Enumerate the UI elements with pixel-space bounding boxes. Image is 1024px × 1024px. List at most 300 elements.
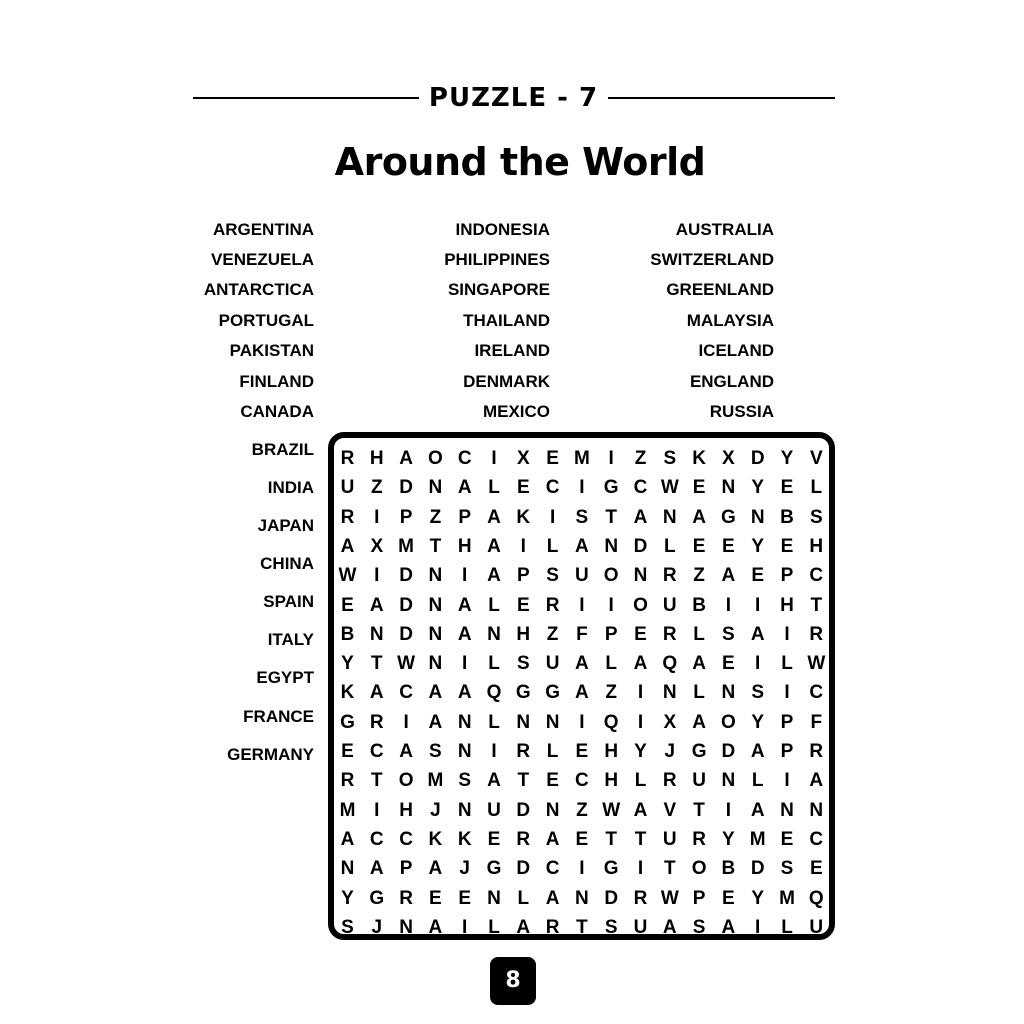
grid-letter[interactable]: U: [487, 799, 501, 821]
grid-letter[interactable]: Y: [634, 741, 647, 762]
grid-letter[interactable]: Y: [751, 535, 765, 557]
grid-letter[interactable]: R: [516, 828, 531, 850]
grid-letter[interactable]: A: [575, 653, 589, 675]
grid-letter[interactable]: R: [340, 770, 355, 792]
grid-letter[interactable]: I: [579, 711, 585, 733]
grid-letter[interactable]: U: [340, 477, 355, 499]
grid-letter[interactable]: I: [374, 506, 380, 528]
grid-letter[interactable]: L: [781, 916, 793, 938]
grid-letter[interactable]: I: [725, 799, 732, 821]
grid-letter[interactable]: Z: [429, 506, 442, 528]
grid-letter[interactable]: N: [457, 799, 472, 821]
grid-letter[interactable]: R: [516, 741, 531, 762]
grid-letter[interactable]: N: [340, 858, 355, 880]
grid-letter[interactable]: T: [693, 799, 705, 821]
grid-letter[interactable]: Z: [370, 477, 383, 499]
grid-letter[interactable]: N: [721, 477, 736, 499]
grid-letter[interactable]: A: [369, 682, 384, 704]
grid-letter[interactable]: L: [488, 711, 500, 733]
grid-letter[interactable]: L: [634, 770, 647, 792]
grid-letter[interactable]: L: [693, 682, 705, 704]
grid-letter[interactable]: G: [603, 858, 619, 880]
grid-letter[interactable]: R: [809, 623, 824, 645]
grid-letter[interactable]: A: [428, 858, 443, 880]
grid-letter[interactable]: Z: [605, 682, 617, 704]
grid-letter[interactable]: W: [660, 887, 679, 909]
grid-letter[interactable]: Z: [634, 448, 647, 469]
grid-letter[interactable]: X: [516, 448, 530, 469]
grid-letter[interactable]: T: [810, 594, 823, 616]
grid-letter[interactable]: N: [457, 741, 472, 762]
grid-letter[interactable]: C: [575, 770, 589, 792]
grid-letter[interactable]: T: [370, 653, 383, 675]
grid-letter[interactable]: I: [579, 858, 585, 880]
grid-letter[interactable]: Q: [486, 682, 502, 704]
grid-letter[interactable]: Z: [576, 799, 588, 821]
grid-letter[interactable]: E: [341, 594, 354, 616]
grid-letter[interactable]: R: [809, 741, 824, 762]
grid-letter[interactable]: B: [692, 594, 706, 616]
grid-letter[interactable]: N: [428, 477, 443, 499]
grid-letter[interactable]: A: [809, 770, 824, 792]
grid-letter[interactable]: W: [660, 477, 679, 499]
grid-letter[interactable]: D: [604, 887, 619, 909]
grid-letter[interactable]: V: [809, 448, 823, 469]
grid-letter[interactable]: S: [458, 770, 472, 792]
grid-letter[interactable]: A: [545, 828, 560, 850]
grid-letter[interactable]: A: [457, 682, 472, 704]
grid-letter[interactable]: T: [634, 828, 647, 850]
grid-letter[interactable]: T: [576, 916, 588, 938]
grid-letter[interactable]: P: [604, 623, 618, 645]
grid-letter[interactable]: I: [549, 506, 556, 528]
grid-letter[interactable]: A: [750, 741, 765, 762]
grid-letter[interactable]: H: [809, 535, 824, 557]
grid-letter[interactable]: C: [809, 565, 824, 587]
grid-row: [333, 532, 831, 561]
grid-letter[interactable]: P: [780, 741, 794, 762]
grid-letter[interactable]: D: [721, 741, 736, 762]
grid-letter[interactable]: Y: [341, 653, 354, 675]
grid-letter[interactable]: L: [488, 477, 500, 499]
grid-letter[interactable]: N: [633, 565, 648, 587]
grid-letter[interactable]: H: [399, 799, 413, 821]
grid-letter[interactable]: A: [721, 565, 736, 587]
grid-letter[interactable]: Y: [722, 828, 735, 850]
grid-letter[interactable]: N: [428, 594, 443, 616]
grid-letter[interactable]: M: [427, 770, 444, 792]
grid-letter[interactable]: Z: [546, 623, 559, 645]
grid-letter[interactable]: N: [487, 887, 501, 909]
grid-letter[interactable]: D: [750, 858, 765, 880]
grid-letter[interactable]: E: [546, 770, 559, 792]
grid-letter[interactable]: N: [457, 711, 472, 733]
grid-letter[interactable]: M: [779, 887, 795, 909]
grid-letter[interactable]: J: [430, 799, 441, 821]
grid-letter[interactable]: E: [722, 535, 735, 557]
grid-letter[interactable]: E: [575, 828, 589, 850]
grid-letter[interactable]: I: [491, 741, 497, 762]
grid-letter[interactable]: A: [633, 799, 648, 821]
grid-letter[interactable]: N: [780, 799, 794, 821]
grid-letter[interactable]: N: [428, 653, 443, 675]
grid-letter[interactable]: A: [516, 916, 531, 938]
grid-letter[interactable]: G: [603, 477, 619, 499]
grid-letter[interactable]: C: [545, 858, 560, 880]
grid-letter[interactable]: D: [399, 623, 413, 645]
grid-letter[interactable]: C: [399, 828, 413, 850]
word-list-item: GERMANY: [227, 745, 314, 764]
grid-letter[interactable]: K: [692, 448, 706, 469]
grid-letter[interactable]: N: [487, 623, 501, 645]
grid-letter[interactable]: V: [663, 799, 677, 821]
grid-letter[interactable]: A: [457, 477, 472, 499]
grid-letter[interactable]: H: [604, 741, 619, 762]
grid-letter[interactable]: U: [692, 770, 706, 792]
grid-letter[interactable]: U: [575, 565, 589, 587]
grid-letter[interactable]: G: [545, 682, 560, 704]
grid-letter[interactable]: N: [575, 887, 589, 909]
grid-letter[interactable]: A: [692, 653, 706, 675]
grid-letter[interactable]: A: [428, 916, 443, 938]
grid-letter[interactable]: A: [692, 506, 706, 528]
grid-letter[interactable]: I: [725, 594, 732, 616]
grid-letter[interactable]: X: [663, 711, 677, 733]
grid-letter[interactable]: H: [457, 535, 472, 557]
grid-letter[interactable]: C: [809, 682, 824, 704]
grid-letter[interactable]: W: [602, 799, 621, 821]
grid-letter[interactable]: Y: [751, 477, 765, 499]
grid-letter[interactable]: M: [339, 799, 356, 821]
grid-letter[interactable]: R: [545, 594, 560, 616]
grid-letter[interactable]: I: [462, 653, 468, 675]
grid-letter[interactable]: Z: [693, 565, 705, 587]
grid-letter[interactable]: S: [516, 653, 530, 675]
grid-letter[interactable]: A: [487, 565, 501, 587]
grid-letter[interactable]: P: [780, 565, 794, 587]
grid-letter[interactable]: N: [721, 682, 736, 704]
grid-letter[interactable]: A: [369, 858, 384, 880]
header-rule-left: [193, 97, 419, 99]
grid-letter[interactable]: A: [692, 711, 706, 733]
grid-letter[interactable]: C: [399, 682, 413, 704]
grid-letter[interactable]: A: [399, 741, 413, 762]
grid-letter[interactable]: M: [398, 535, 414, 557]
grid-letter[interactable]: C: [809, 828, 824, 850]
grid-letter[interactable]: I: [403, 711, 409, 733]
grid-letter[interactable]: U: [662, 828, 677, 850]
grid-letter[interactable]: E: [780, 535, 794, 557]
grid-letter[interactable]: E: [692, 535, 706, 557]
grid-letter[interactable]: S: [692, 916, 706, 938]
grid-letter[interactable]: X: [370, 535, 384, 557]
grid-letter[interactable]: H: [780, 594, 794, 616]
grid-letter[interactable]: E: [429, 887, 442, 909]
grid-letter[interactable]: N: [604, 535, 619, 557]
grid-letter[interactable]: N: [399, 916, 413, 938]
word-list-item: MALAYSIA: [686, 311, 774, 330]
grid-letter[interactable]: P: [780, 711, 794, 733]
grid-letter[interactable]: A: [487, 535, 501, 557]
word-list-item: VENEZUELA: [211, 250, 314, 269]
grid-letter[interactable]: S: [429, 741, 442, 762]
grid-letter[interactable]: S: [722, 623, 735, 645]
grid-letter[interactable]: S: [780, 858, 794, 880]
grid-letter[interactable]: S: [809, 506, 823, 528]
grid-letter[interactable]: I: [579, 477, 585, 499]
grid-letter[interactable]: I: [491, 448, 497, 469]
grid-letter[interactable]: S: [575, 506, 589, 528]
grid-letter[interactable]: R: [662, 565, 677, 587]
grid-letter[interactable]: R: [662, 623, 677, 645]
grid-letter[interactable]: J: [371, 916, 383, 938]
grid-letter[interactable]: R: [662, 770, 677, 792]
grid-letter[interactable]: G: [515, 682, 531, 704]
grid-letter[interactable]: I: [784, 623, 790, 645]
grid-letter[interactable]: A: [340, 828, 355, 850]
grid-letter[interactable]: F: [810, 711, 823, 733]
grid-letter[interactable]: G: [486, 858, 502, 880]
grid-letter[interactable]: U: [545, 653, 560, 675]
grid-letter[interactable]: E: [516, 477, 530, 499]
grid-letter[interactable]: A: [487, 506, 501, 528]
grid-letter[interactable]: E: [487, 828, 501, 850]
grid-letter[interactable]: P: [516, 565, 530, 587]
grid-letter[interactable]: I: [462, 916, 468, 938]
grid-letter[interactable]: G: [369, 887, 385, 909]
grid-letter[interactable]: A: [662, 916, 677, 938]
grid-letter[interactable]: R: [369, 711, 384, 733]
grid-letter[interactable]: O: [603, 565, 619, 587]
grid-letter[interactable]: J: [459, 858, 470, 880]
grid-letter[interactable]: I: [579, 594, 585, 616]
grid-letter[interactable]: R: [692, 828, 706, 850]
grid-letter[interactable]: A: [575, 535, 589, 557]
word-list-item: EGYPT: [256, 668, 314, 687]
grid-letter[interactable]: S: [546, 565, 559, 587]
grid-letter[interactable]: A: [545, 887, 560, 909]
grid-letter[interactable]: N: [545, 711, 560, 733]
grid-letter[interactable]: A: [633, 506, 648, 528]
grid-letter[interactable]: N: [428, 623, 443, 645]
grid-letter[interactable]: D: [750, 448, 765, 469]
grid-letter[interactable]: S: [751, 682, 765, 704]
grid-letter[interactable]: O: [721, 711, 736, 733]
grid-letter[interactable]: Q: [603, 711, 619, 733]
grid-letter[interactable]: N: [750, 506, 765, 528]
grid-letter[interactable]: P: [399, 506, 413, 528]
grid-letter[interactable]: K: [340, 682, 355, 704]
grid-letter[interactable]: L: [546, 535, 559, 557]
grid-letter[interactable]: S: [341, 916, 354, 938]
grid-row: [333, 708, 831, 737]
grid-letter[interactable]: T: [663, 858, 676, 880]
grid-letter[interactable]: B: [780, 506, 794, 528]
grid-letter[interactable]: Y: [751, 711, 765, 733]
grid-letter[interactable]: E: [722, 653, 735, 675]
grid-letter[interactable]: A: [428, 682, 443, 704]
grid-letter[interactable]: D: [399, 477, 413, 499]
grid-letter[interactable]: A: [487, 770, 501, 792]
grid-letter[interactable]: W: [338, 565, 357, 587]
grid-letter[interactable]: D: [399, 594, 413, 616]
grid-letter[interactable]: R: [340, 506, 355, 528]
grid-letter[interactable]: C: [369, 741, 384, 762]
grid-letter[interactable]: K: [516, 506, 531, 528]
grid-letter[interactable]: I: [755, 653, 761, 675]
grid-letter[interactable]: K: [457, 828, 472, 850]
grid-letter[interactable]: C: [369, 828, 384, 850]
grid-letter[interactable]: L: [488, 916, 500, 938]
grid-letter[interactable]: C: [457, 448, 472, 469]
grid-letter[interactable]: D: [633, 535, 648, 557]
grid-letter[interactable]: P: [692, 887, 706, 909]
grid-letter[interactable]: C: [633, 477, 648, 499]
grid-letter[interactable]: I: [637, 682, 644, 704]
grid-letter[interactable]: B: [721, 858, 736, 880]
grid-letter[interactable]: P: [458, 506, 472, 528]
grid-letter[interactable]: U: [809, 916, 824, 938]
grid-letter[interactable]: S: [604, 916, 618, 938]
grid-letter[interactable]: L: [517, 887, 530, 909]
grid-letter[interactable]: E: [634, 623, 647, 645]
grid-letter[interactable]: W: [397, 653, 416, 675]
grid-letter[interactable]: R: [633, 887, 648, 909]
grid-letter[interactable]: I: [784, 770, 790, 792]
grid-letter[interactable]: A: [721, 916, 736, 938]
grid-letter[interactable]: E: [458, 887, 472, 909]
grid-letter[interactable]: E: [809, 858, 823, 880]
grid-letter[interactable]: B: [340, 623, 355, 645]
grid-letter[interactable]: Y: [341, 887, 354, 909]
grid-letter[interactable]: H: [604, 770, 619, 792]
grid-letter[interactable]: I: [374, 799, 380, 821]
grid-letter[interactable]: J: [664, 741, 676, 762]
grid-letter[interactable]: Y: [751, 887, 765, 909]
grid-letter[interactable]: G: [721, 506, 736, 528]
grid-letter[interactable]: L: [810, 477, 823, 499]
grid-letter[interactable]: F: [576, 623, 588, 645]
grid-letter[interactable]: N: [545, 799, 560, 821]
grid-letter[interactable]: D: [399, 565, 413, 587]
grid-letter[interactable]: I: [755, 594, 761, 616]
grid-letter[interactable]: L: [693, 623, 705, 645]
grid-letter[interactable]: L: [546, 741, 559, 762]
grid-letter[interactable]: E: [751, 565, 765, 587]
grid-letter[interactable]: N: [369, 623, 384, 645]
grid-letter[interactable]: A: [575, 682, 589, 704]
grid-letter[interactable]: I: [374, 565, 380, 587]
grid-letter[interactable]: Q: [808, 887, 824, 909]
grid-letter[interactable]: A: [369, 594, 384, 616]
grid-letter[interactable]: L: [488, 594, 500, 616]
grid-letter[interactable]: I: [784, 682, 790, 704]
grid-letter[interactable]: L: [781, 653, 793, 675]
grid-letter[interactable]: L: [751, 770, 764, 792]
grid-letter[interactable]: E: [692, 477, 706, 499]
grid-letter[interactable]: E: [722, 887, 735, 909]
grid-letter[interactable]: A: [750, 623, 765, 645]
grid-row: [333, 854, 831, 883]
grid-letter[interactable]: A: [750, 799, 765, 821]
grid-letter[interactable]: I: [755, 916, 761, 938]
grid-letter[interactable]: E: [516, 594, 530, 616]
grid-letter[interactable]: A: [457, 594, 472, 616]
grid-letter[interactable]: X: [722, 448, 735, 469]
grid-letter[interactable]: I: [637, 711, 644, 733]
grid-letter[interactable]: E: [575, 741, 589, 762]
grid-letter[interactable]: L: [605, 653, 617, 675]
grid-letter[interactable]: A: [633, 653, 648, 675]
grid-letter[interactable]: O: [633, 594, 648, 616]
grid-letter[interactable]: N: [662, 682, 677, 704]
grid-letter[interactable]: D: [516, 858, 531, 880]
grid-letter[interactable]: N: [516, 711, 531, 733]
grid-letter[interactable]: C: [545, 477, 560, 499]
grid-letter[interactable]: S: [663, 448, 677, 469]
grid-letter[interactable]: M: [573, 448, 590, 469]
grid-letter[interactable]: E: [341, 741, 354, 762]
grid-letter[interactable]: G: [691, 741, 707, 762]
grid-letter[interactable]: T: [429, 535, 442, 557]
grid-letter[interactable]: Q: [662, 653, 678, 675]
grid-letter[interactable]: D: [516, 799, 531, 821]
grid-letter[interactable]: R: [399, 887, 413, 909]
grid-letter[interactable]: E: [780, 828, 794, 850]
grid-letter[interactable]: G: [340, 711, 355, 733]
grid-letter[interactable]: T: [370, 770, 383, 792]
grid-letter[interactable]: Y: [780, 448, 794, 469]
word-list-item: AUSTRALIA: [675, 220, 774, 239]
grid-letter[interactable]: I: [608, 448, 614, 469]
grid-letter[interactable]: L: [488, 653, 500, 675]
grid-letter[interactable]: T: [605, 828, 617, 850]
grid-letter[interactable]: H: [369, 448, 384, 469]
grid-letter[interactable]: K: [428, 828, 443, 850]
grid-letter[interactable]: R: [340, 448, 355, 469]
grid-letter[interactable]: R: [545, 916, 560, 938]
grid-letter[interactable]: O: [428, 448, 443, 469]
grid-letter[interactable]: N: [428, 565, 443, 587]
word-list-item: BRAZIL: [251, 440, 314, 459]
grid-letter[interactable]: E: [780, 477, 794, 499]
grid-letter[interactable]: A: [399, 448, 413, 469]
grid-letter[interactable]: M: [749, 828, 766, 850]
grid-letter[interactable]: N: [809, 799, 824, 821]
grid-letter[interactable]: A: [457, 623, 472, 645]
grid-letter[interactable]: W: [807, 653, 826, 675]
grid-letter[interactable]: N: [662, 506, 677, 528]
grid-letter[interactable]: H: [516, 623, 531, 645]
grid-letter[interactable]: T: [517, 770, 530, 792]
grid-letter[interactable]: A: [340, 535, 355, 557]
grid-letter[interactable]: I: [520, 535, 526, 557]
grid-row: [333, 649, 831, 678]
grid-letter[interactable]: U: [662, 594, 677, 616]
grid-letter[interactable]: P: [399, 858, 413, 880]
grid-letter[interactable]: L: [663, 535, 676, 557]
grid-letter[interactable]: T: [605, 506, 617, 528]
grid-letter[interactable]: E: [546, 448, 559, 469]
grid-letter[interactable]: I: [637, 858, 644, 880]
grid-letter[interactable]: I: [462, 565, 468, 587]
grid-letter[interactable]: U: [633, 916, 648, 938]
grid-letter[interactable]: A: [428, 711, 443, 733]
grid-letter[interactable]: O: [691, 858, 707, 880]
grid-letter[interactable]: O: [398, 770, 414, 792]
grid-letter[interactable]: N: [721, 770, 736, 792]
grid-letter[interactable]: I: [608, 594, 614, 616]
